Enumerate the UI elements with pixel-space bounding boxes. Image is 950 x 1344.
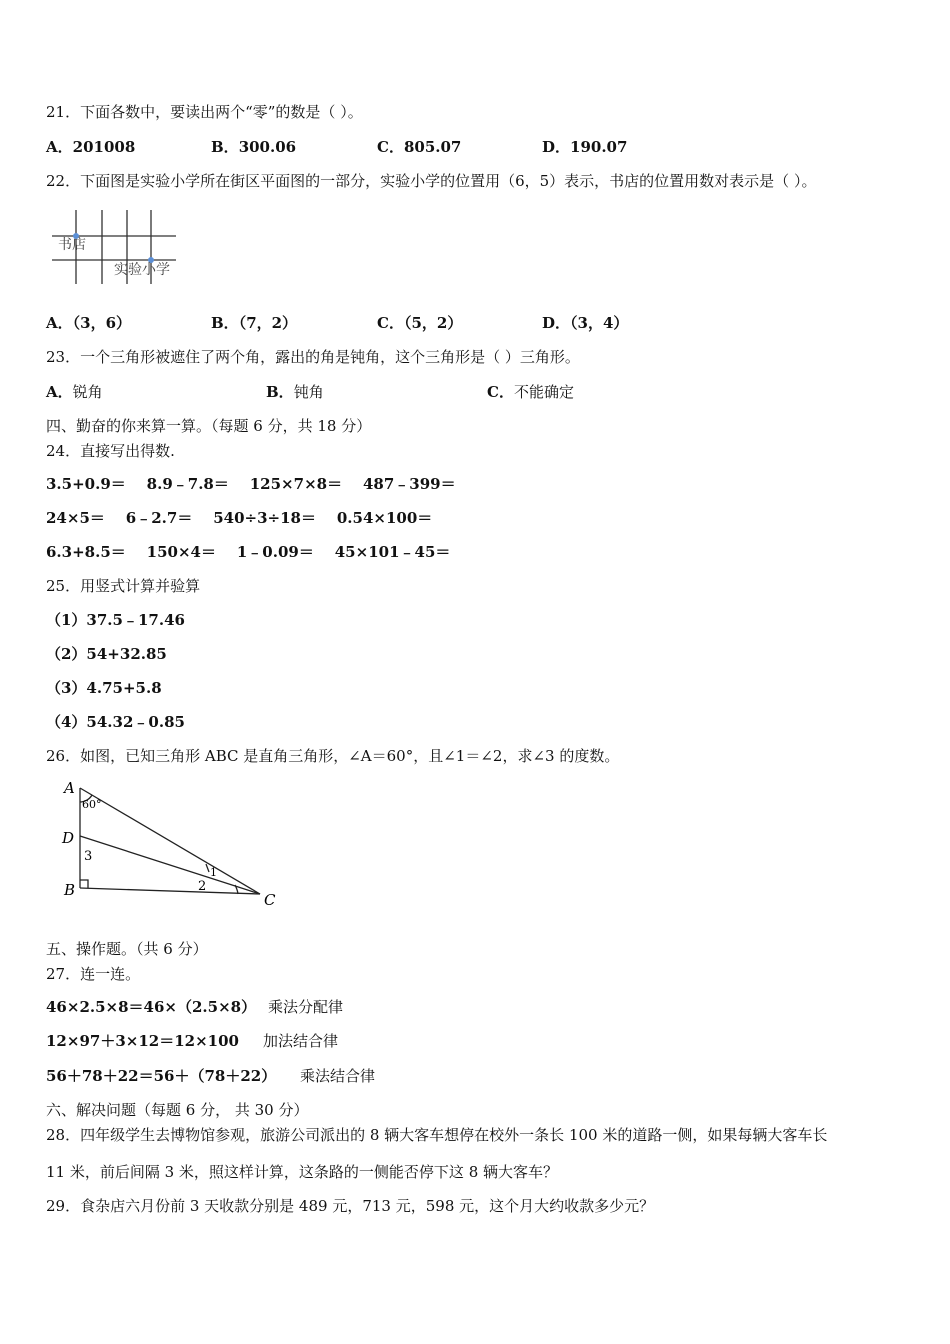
q24-expr: 540÷3÷18＝ <box>213 509 316 527</box>
q24-expr: 24×5＝ <box>46 509 105 527</box>
q26-stem: 26．如图，已知三角形 ABC 是直角三角形，∠A＝60°，且∠1＝∠2，求∠3 的度数。 <box>46 747 620 765</box>
q27-stem: 27．连一连。 <box>46 965 141 983</box>
q21-stem: 21．下面各数中，要读出两个“零”的数是（ ）。 <box>46 103 363 121</box>
q22-option-c: C．（5，2） <box>377 314 463 332</box>
angle-60-label: 60° <box>82 798 102 811</box>
vertex-d-label: D <box>62 829 75 847</box>
q24-expr: 0.54×100＝ <box>336 509 433 527</box>
q23-stem: 23．一个三角形被遮住了两个角，露出的角是钝角，这个三角形是（ ）三角形。 <box>46 348 580 366</box>
q29-stem: 29．食杂店六月份前 3 天收款分别是 489 元，713 元，598 元，这个月大约收款多少元？ <box>46 1197 655 1215</box>
q22-option-d: D．（3，4） <box>542 314 629 332</box>
q23-option-a: A．锐角 <box>46 383 103 401</box>
q24-row-2 <box>46 509 432 527</box>
q21-option-d: D．190.07 <box>542 138 628 156</box>
q24-expr: 1﹣0.09＝ <box>236 543 314 561</box>
q25-item-1: （1）37.5﹣17.46 <box>46 611 185 629</box>
q21-option-a: A．201008 <box>46 138 136 156</box>
q24-expr: 487﹣399＝ <box>362 475 456 493</box>
school-label: 实验小学 <box>114 262 170 278</box>
q27-right-3: 乘法结合律 <box>300 1067 376 1085</box>
q28-line-1: 28．四年级学生去博物馆参观，旅游公司派出的 8 辆大客车想停在校外一条长 100 米的道路一侧，如果每辆大客车长 <box>46 1126 828 1144</box>
q27-left-1: 46×2.5×8＝46×（2.5×8） <box>46 998 257 1016</box>
q22-stem: 22．下面图是实验小学所在街区平面图的一部分，实验小学的位置用（6，5）表示，书店的位置用数对表示是（ ）。 <box>46 172 817 190</box>
q28-line-2: 11 米，前后间隔 3 米，照这样计算，这条路的一侧能否停下这 8 辆大客车？ <box>46 1163 559 1181</box>
q24-expr: 6.3+8.5＝ <box>46 543 126 561</box>
q24-expr: 6﹣2.7＝ <box>125 509 193 527</box>
q24-expr: 125×7×8＝ <box>249 475 343 493</box>
q24-row-1 <box>46 475 456 493</box>
q22-option-a: A．（3，6） <box>46 314 132 332</box>
right-angle-mark <box>80 880 88 888</box>
q23-option-b: B．钝角 <box>266 383 324 401</box>
vertex-a-label: A <box>64 779 75 797</box>
q24-row-3 <box>46 543 450 561</box>
q25-stem: 25．用竖式计算并验算 <box>46 577 201 595</box>
angle-3-label: 3 <box>84 849 93 864</box>
street-map-figure <box>46 208 196 288</box>
section5-heading: 五、操作题。（共 6 分） <box>46 940 208 958</box>
q27-right-1: 乘法分配律 <box>268 998 344 1016</box>
q27-left-3: 56＋78＋22＝56＋（78＋22） <box>46 1067 277 1085</box>
section6-heading: 六、解决问题（每题 6 分， 共 30 分） <box>46 1101 309 1119</box>
side-bc <box>80 888 260 894</box>
q25-item-2: （2）54+32.85 <box>46 645 167 663</box>
q21-option-b: B．300.06 <box>211 138 297 156</box>
angle-1-label: 1 <box>210 866 217 879</box>
q24-stem: 24．直接写出得数. <box>46 442 175 460</box>
angle-2-label: 2 <box>198 879 207 894</box>
vertex-b-label: B <box>64 881 76 899</box>
q25-item-3: （3）4.75+5.8 <box>46 679 162 697</box>
q27-right-2: 加法结合律 <box>263 1032 339 1050</box>
q24-expr: 45×101﹣45＝ <box>334 543 451 561</box>
triangle-svg <box>60 776 285 910</box>
q24-expr: 150×4＝ <box>146 543 216 561</box>
vertex-c-label: C <box>264 891 276 909</box>
q24-expr: 3.5+0.9＝ <box>46 475 126 493</box>
street-map-svg <box>46 208 196 288</box>
q25-item-4: （4）54.32﹣0.85 <box>46 713 185 731</box>
side-ac <box>80 788 260 894</box>
q23-option-c: C．不能确定 <box>487 383 574 401</box>
q21-option-c: C．805.07 <box>377 138 462 156</box>
section4-heading: 四、勤奋的你来算一算。（每题 6 分，共 18 分） <box>46 417 372 435</box>
q22-option-b: B．（7，2） <box>211 314 298 332</box>
q24-expr: 8.9﹣7.8＝ <box>146 475 229 493</box>
q27-left-2: 12×97＋3×12＝12×100 <box>46 1032 239 1050</box>
triangle-figure <box>60 776 285 910</box>
bookstore-label: 书店 <box>58 237 86 253</box>
segment-dc <box>80 836 260 894</box>
angle-1-tick <box>206 864 209 872</box>
